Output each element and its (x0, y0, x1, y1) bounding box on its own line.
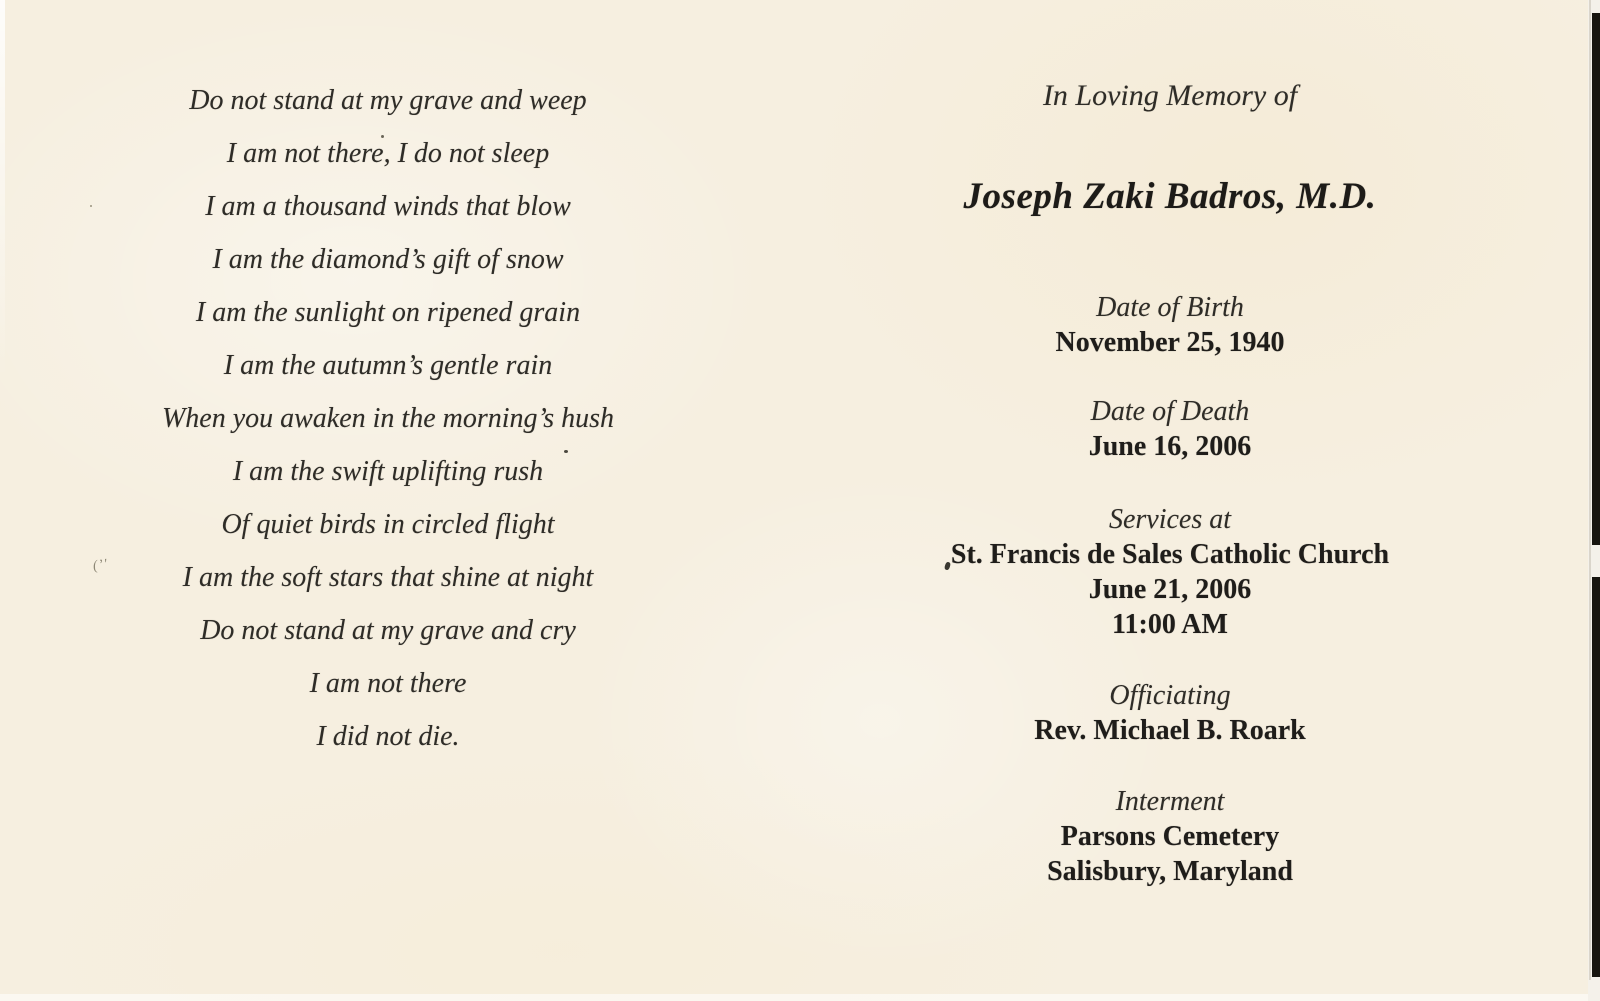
poem-line-10: I am the soft stars that shine at night (182, 562, 594, 593)
date-of-birth-label: Date of Birth (1096, 292, 1244, 323)
interment-cemetery: Parsons Cemetery (1060, 821, 1280, 852)
interment-label: Interment (1115, 786, 1225, 817)
date-of-birth-section (860, 290, 1480, 360)
poem-line-4: I am the diamond’s gift of snow (212, 244, 564, 275)
services-date: June 21, 2006 (1088, 574, 1252, 605)
poem-line-8: I am the swift uplifting rush (232, 456, 544, 487)
poem-line-6: I am the autumn’s gentle rain (223, 350, 553, 381)
poem-line-5: I am the sunlight on ripened grain (195, 297, 581, 328)
services-time: 11:00 AM (1112, 609, 1228, 640)
date-of-death-value: June 16, 2006 (1088, 431, 1252, 462)
poem-left-page (58, 74, 718, 763)
interment-location: Salisbury, Maryland (1047, 856, 1293, 887)
pencil-mark: (ʼʹ (91, 556, 110, 575)
scan-artifact-right-seam (1589, 0, 1591, 980)
scan-artifact-right-black-strip-top (1592, 13, 1600, 545)
interment-section (860, 784, 1480, 889)
officiating-label: Officiating (1109, 680, 1231, 711)
ink-speck (90, 205, 92, 207)
scan-artifact-left-edge (0, 0, 5, 400)
in-loving-memory-heading: In Loving Memory of (1042, 79, 1298, 112)
scan-artifact-right-black-strip-bottom (1592, 577, 1600, 977)
ink-speck (381, 135, 384, 138)
date-of-death-label: Date of Death (1090, 396, 1250, 427)
poem-line-12: I am not there (309, 668, 467, 699)
scan-artifact-bottom-edge (0, 994, 1600, 1001)
memorial-right-page (860, 0, 1480, 1001)
poem-line-1: Do not stand at my grave and weep (189, 85, 587, 116)
officiating-name: Rev. Michael B. Roark (1034, 715, 1306, 746)
poem-line-11: Do not stand at my grave and cry (200, 615, 576, 646)
deceased-name: Joseph Zaki Badros, M.D. (963, 176, 1377, 217)
officiating-section (860, 678, 1480, 748)
date-of-birth-value: November 25, 1940 (1055, 327, 1285, 358)
services-section (860, 502, 1480, 642)
poem-line-2: I am not there, I do not sleep (226, 138, 550, 169)
services-church: St. Francis de Sales Catholic Church (950, 539, 1390, 570)
ink-speck (564, 450, 568, 453)
poem-line-13: I did not die. (316, 721, 460, 752)
services-label: Services at (1108, 504, 1232, 535)
poem-line-9: Of quiet birds in circled flight (221, 509, 555, 540)
poem-line-7: When you awaken in the morning’s hush (161, 403, 615, 434)
poem-line-3: I am a thousand winds that blow (205, 191, 571, 222)
date-of-death-section (860, 394, 1480, 464)
